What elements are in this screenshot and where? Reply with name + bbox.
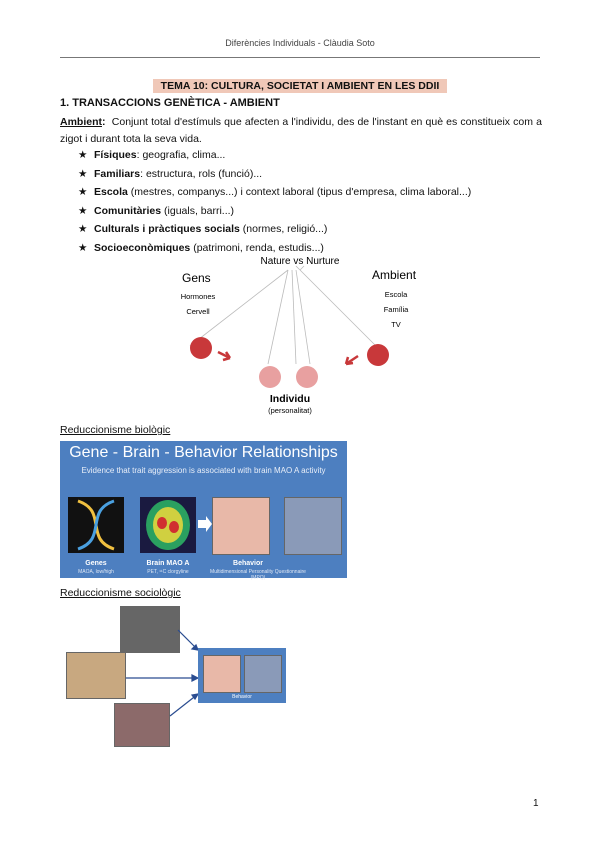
header-divider — [60, 57, 540, 58]
panel-label: Genes — [85, 560, 107, 567]
individu-node — [296, 366, 318, 388]
gens-item: Cervell — [186, 307, 210, 316]
brain-scan-icon — [140, 497, 196, 553]
ambient-node — [367, 344, 389, 366]
section-heading: 1. TRANSACCIONS GENÈTICA - AMBIENT — [60, 97, 280, 109]
panel-sub: Multidimensional Personality Questionnaire (MPQ) — [210, 569, 306, 581]
gens-label: Gens — [182, 271, 211, 285]
list-item: ★ Físiques: geografia, clima... — [78, 146, 471, 165]
individu-node — [259, 366, 281, 388]
individu-label: Individu — [269, 393, 311, 405]
angry-face-photo — [203, 655, 241, 693]
diagram-title: Nature vs Nurture — [260, 256, 340, 267]
panel-sub: MAOA, low/high — [78, 569, 114, 575]
document-title: TEMA 10: CULTURA, SOCIETAT I AMBIENT EN LES DDII — [153, 79, 447, 93]
brain-scan-image — [140, 497, 196, 553]
behavior-box — [198, 648, 286, 703]
arrow-icon — [218, 352, 230, 360]
arrow-icon — [346, 356, 358, 364]
gens-node — [190, 337, 212, 359]
star-icon: ★ — [78, 167, 88, 180]
aggression-photo — [284, 497, 342, 555]
gens-item: Hormones — [180, 292, 216, 301]
panel-sub: PET, ¹¹C clorgyline — [147, 569, 189, 575]
arrow-right-icon — [198, 516, 212, 532]
ambient-item: Escola — [384, 290, 408, 299]
list-item: ★ Escola (mestres, companys...) i context laboral (tipus d'empresa, clima laboral...) — [78, 183, 471, 202]
reduc-bio-heading: Reduccionisme biològic — [60, 424, 171, 436]
dna-icon — [68, 497, 124, 553]
ambient-item: TV — [391, 320, 401, 329]
nature-nurture-diagram — [150, 252, 440, 418]
ambient-text: Conjunt total d'estímuls que afecten a l'individu, des de l'instant en què es constitueix com a zigot i durant tota la seva vida. — [60, 116, 542, 145]
convergence-arrows — [124, 620, 200, 730]
star-icon: ★ — [78, 241, 88, 254]
page-header: Diferències Individuals - Clàudia Soto — [225, 38, 375, 48]
star-icon: ★ — [78, 223, 88, 235]
star-icon: ★ — [78, 149, 88, 161]
aggression-photo — [244, 655, 282, 693]
page-number: 1 — [533, 798, 539, 809]
diagram-lines — [190, 270, 376, 364]
individu-sub: (personalitat) — [268, 406, 312, 415]
ambient-item: Família — [383, 305, 409, 314]
list-item: ★ Socioeconòmiques (patrimoni, renda, estudis...) — [78, 239, 471, 258]
list-item: ★ Culturals i pràctiques socials (normes, religió...) — [78, 220, 471, 239]
ambient-definition: Ambient: Conjunt total d'estímuls que afecten a l'individu, des de l'instant en què es constitueix com a zigot i durant tota la seva vida. — [60, 116, 542, 145]
ambient-factor-list — [78, 146, 471, 257]
panel-label: Brain MAO A — [146, 560, 190, 567]
behavior-caption: Behavior — [232, 694, 252, 700]
reduc-soc-heading: Reduccionisme sociològic — [60, 587, 181, 599]
figure-subtitle: Evidence that trait aggression is associated with brain MAO A activity — [81, 466, 326, 475]
list-item: ★ Familiars: estructura, rols (funció)... — [78, 165, 471, 184]
angry-face-photo — [212, 497, 270, 555]
figure-title: Gene - Brain - Behavior Relationships — [69, 444, 338, 461]
star-icon: ★ — [78, 204, 88, 217]
social-photo — [66, 652, 126, 699]
ambient-label: Ambient — [60, 116, 102, 128]
star-icon: ★ — [78, 186, 88, 198]
panel-label: Behavior — [233, 560, 263, 567]
ambient-diagram-label: Ambient — [372, 268, 417, 282]
dna-image — [68, 497, 124, 553]
list-item: ★ Comunitàries (iguals, barri...) — [78, 202, 471, 221]
